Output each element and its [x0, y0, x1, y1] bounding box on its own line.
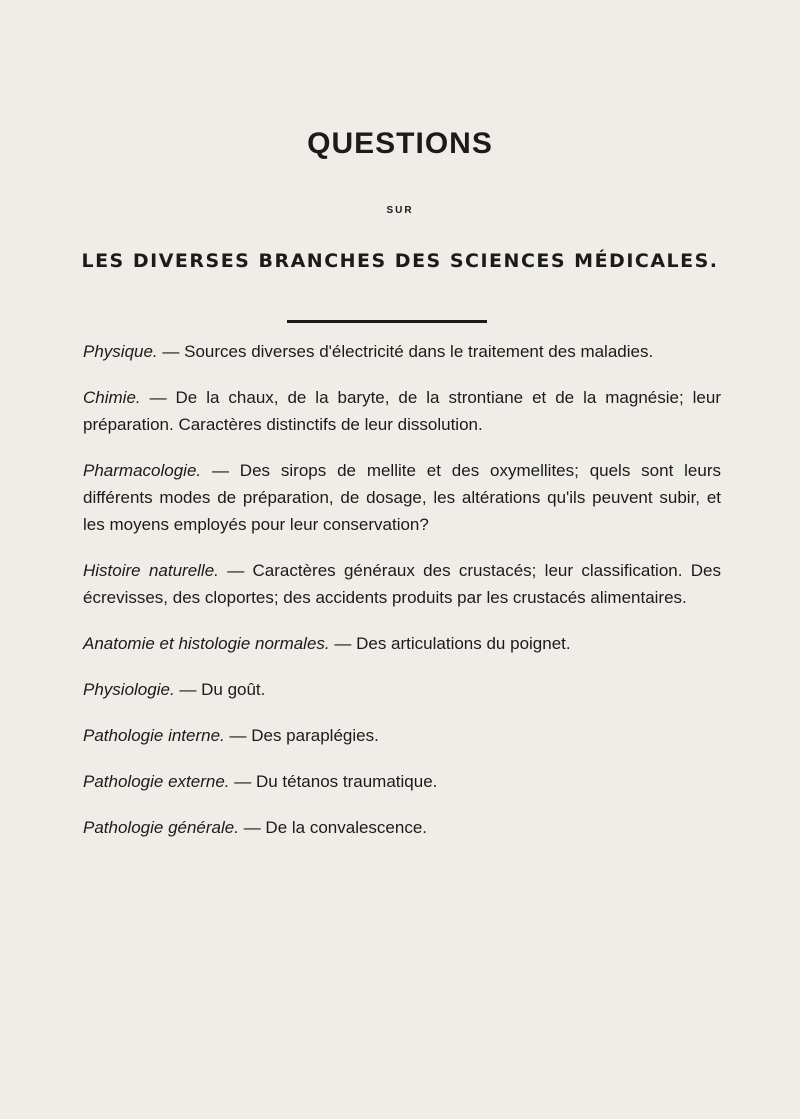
question-text: — Des paraplégies. [224, 726, 379, 745]
page-title: QUESTIONS [307, 127, 493, 160]
question-text: — Des articulations du poignet. [329, 634, 571, 653]
question-physique [83, 338, 721, 365]
subject-label: Histoire naturelle. [83, 561, 219, 580]
page-subtitle: LES DIVERSES BRANCHES DES SCIENCES MÉDICALES. [81, 250, 719, 272]
subject-label: Physique. [83, 342, 158, 361]
subject-label: Pathologie externe. [83, 772, 230, 791]
question-pharmacologie [83, 457, 721, 538]
question-text: — Du goût. [174, 680, 266, 699]
divider-rule [287, 320, 487, 323]
questions-list [83, 338, 721, 841]
question-text: — Sources diverses d'électricité dans le traitement des maladies. [157, 342, 654, 361]
page-preposition: SUR [386, 205, 414, 216]
subject-label: Pathologie interne. [83, 726, 225, 745]
question-text: — De la chaux, de la baryte, de la strontiane et de la magnésie; leur préparation. Caractères distinctifs de leur dissolution. [83, 388, 721, 434]
subject-label: Pathologie générale. [83, 818, 239, 837]
question-text: — Caractères généraux des crustacés; leur classification. Des écrevisses, des cloportes; des accidents produits par les crustacés alimentaires. [83, 561, 721, 607]
question-pathologie-generale [83, 814, 721, 841]
question-chimie [83, 384, 721, 438]
subject-label: Pharmacologie. [83, 461, 202, 480]
subject-label: Anatomie et histologie normales. [83, 634, 330, 653]
question-pathologie-externe [83, 768, 721, 795]
question-text: — Du tétanos traumatique. [229, 772, 438, 791]
question-physiologie [83, 676, 721, 703]
question-text: — Des sirops de mellite et des oxymellites; quels sont leurs différents modes de préparation, de dosage, les altérations qu'ils peuvent subir, et les moyens employés pour leur conservation? [83, 461, 721, 534]
question-pathologie-interne [83, 722, 721, 749]
question-histoire-naturelle [83, 557, 721, 611]
question-text: — De la convalescence. [238, 818, 428, 837]
subject-label: Chimie. [83, 388, 141, 407]
question-anatomie [83, 630, 721, 657]
subject-label: Physiologie. [83, 680, 175, 699]
